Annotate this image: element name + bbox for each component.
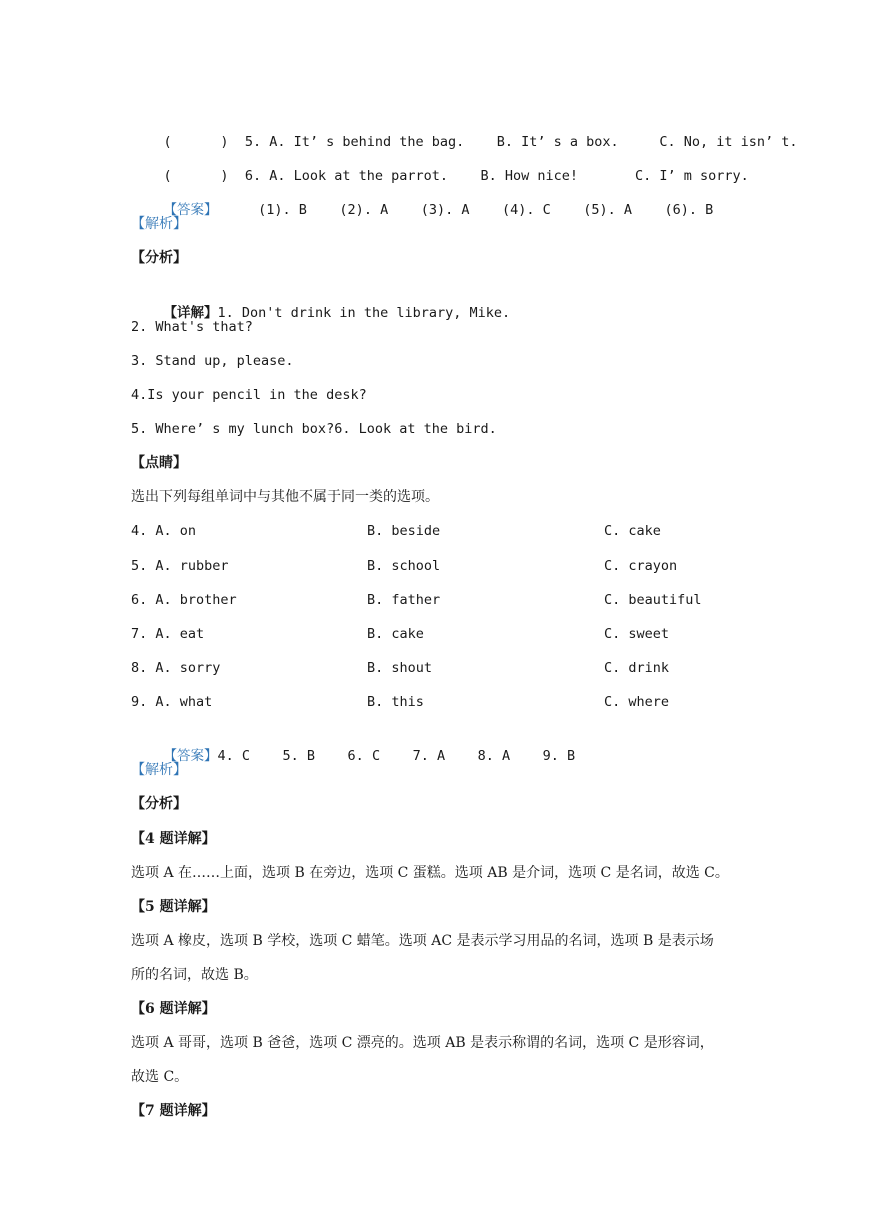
script-line: 4.Is your pencil in the desk? — [131, 387, 367, 403]
analysis-tag: 【解析】 — [131, 762, 187, 778]
answer-values: (1). B (2). A (3). A (4). C (5). A (6). B — [217, 202, 714, 218]
option-b: B. cake — [367, 626, 424, 642]
q5-detail-text: 选项 A 橡皮，选项 B 学校，选项 C 蜡笔。选项 AC 是表示学习用品的名词，选项 B 是表示场 — [131, 933, 714, 949]
analysis-tag: 【解析】 — [131, 216, 187, 232]
answer-line-1 — [131, 180, 714, 218]
detail-tag: 【详解】 — [163, 305, 218, 321]
q7-detail-heading: 【7 题详解】 — [131, 1103, 216, 1119]
question-5-text: 5. A. It’ s behind the bag. B. It’ s a box. C. No, it isn’ t. — [244, 134, 798, 150]
answer-tag: 【答案】 — [163, 202, 218, 218]
option-a: 7. A. eat — [131, 626, 205, 642]
script-line: 5. Where’ s my lunch box?6. Look at the bird. — [131, 421, 497, 437]
option-a: 8. A. sorry — [131, 660, 221, 676]
q4-detail-text: 选项 A 在……上面，选项 B 在旁边，选项 C 蛋糕。选项 AB 是介词，选项 C 是名词，故选 C。 — [131, 865, 729, 881]
question-6-line — [131, 146, 749, 184]
option-b: B. this — [367, 694, 424, 710]
option-a: 5. A. rubber — [131, 558, 229, 574]
script-line: 2. What's that? — [131, 319, 253, 335]
instruction-text: 选出下列每组单词中与其他不属于同一类的选项。 — [131, 489, 439, 505]
q6-detail-heading: 【6 题详解】 — [131, 1001, 216, 1017]
q6-detail-text: 故选 C。 — [131, 1069, 189, 1085]
option-c: C. drink — [604, 660, 670, 676]
q5-detail-text: 所的名词，故选 B。 — [131, 967, 258, 983]
script-line-1: 1. Don't drink in the library, Mike. — [217, 305, 511, 321]
answer-tag: 【答案】 — [163, 748, 218, 764]
answer-paren: ( ) — [163, 134, 229, 150]
option-c: C. where — [604, 694, 670, 710]
dianjing-tag: 【点睛】 — [131, 455, 187, 471]
option-a: 6. A. brother — [131, 592, 237, 608]
question-5-line — [131, 112, 798, 150]
answer-line-2 — [131, 726, 576, 764]
q4-detail-heading: 【4 题详解】 — [131, 831, 216, 847]
option-b: B. father — [367, 592, 441, 608]
option-b: B. shout — [367, 660, 433, 676]
answer-values: 4. C 5. B 6. C 7. A 8. A 9. B — [217, 748, 576, 764]
detail-line — [131, 283, 511, 321]
option-a: 9. A. what — [131, 694, 213, 710]
q5-detail-heading: 【5 题详解】 — [131, 899, 216, 915]
option-b: B. beside — [367, 523, 441, 539]
option-c: C. beautiful — [604, 592, 702, 608]
option-c: C. cake — [604, 523, 661, 539]
option-c: C. sweet — [604, 626, 670, 642]
option-a: 4. A. on — [131, 523, 197, 539]
question-6-text: 6. A. Look at the parrot. B. How nice! C. I’ m sorry. — [244, 168, 749, 184]
option-b: B. school — [367, 558, 441, 574]
option-c: C. crayon — [604, 558, 678, 574]
script-line: 3. Stand up, please. — [131, 353, 294, 369]
q6-detail-text: 选项 A 哥哥，选项 B 爸爸，选项 C 漂亮的。选项 AB 是表示称谓的名词，选项 C 是形容词， — [131, 1035, 714, 1051]
fenxi-tag: 【分析】 — [131, 796, 187, 812]
answer-paren: ( ) — [163, 168, 229, 184]
fenxi-tag: 【分析】 — [131, 250, 187, 266]
